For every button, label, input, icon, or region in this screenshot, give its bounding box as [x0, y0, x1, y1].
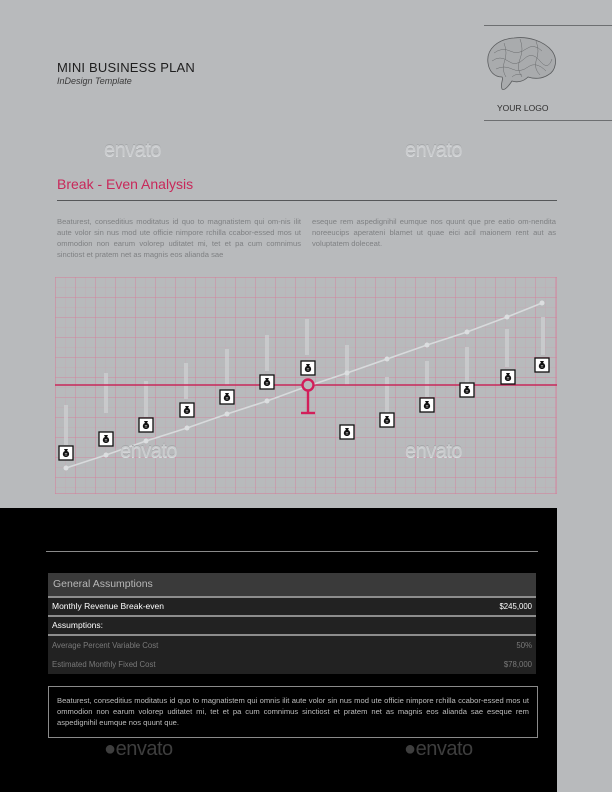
watermark: envato [405, 139, 463, 161]
watermark [104, 738, 173, 761]
note-box [48, 686, 538, 738]
watermark: envato [104, 139, 162, 161]
table-row [48, 636, 536, 655]
watermark-text: envato [415, 738, 473, 760]
logo-divider-top [484, 25, 612, 26]
table-row [48, 617, 536, 636]
intro-paragraph-right: eseque rem aspedignihil eumque nos quunt que pre eatio om-nendita noreeucips aperateni blamet ut quae eici acil maionem rent aut as voluptatem doleceat. [312, 217, 556, 248]
brain-icon [482, 33, 560, 95]
envato-drop-icon: ● [104, 738, 116, 760]
watermark: envato [120, 440, 178, 462]
section-title: Break - Even Analysis [57, 176, 194, 192]
row-value: 50% [516, 641, 532, 650]
table-row [48, 655, 536, 674]
note-text: Beaturest, conseditius moditatus id quo to magnatistem qui omnis ilit aute volor sin nus mod ute officie nimpore rchilla ccabor-essed mos ut ommodion non earum volorep uditatet mi, tet et pa cum comnimus sinctiost et pratem net as magnis eos alianda sae eseque rem aspedignihil eumque nos quunt que. [57, 696, 529, 727]
row-value: $78,000 [503, 660, 532, 669]
document-title: MINI BUSINESS PLAN [57, 60, 195, 75]
logo-divider-bottom [484, 120, 612, 121]
page-margin [557, 508, 612, 792]
table-row [48, 598, 536, 617]
panel-divider [46, 551, 538, 552]
section-divider [57, 200, 557, 201]
envato-drop-icon: ● [404, 738, 416, 760]
watermark-text: envato [115, 738, 173, 760]
document-subtitle: InDesign Template [57, 76, 132, 86]
assumptions-table [48, 573, 536, 674]
row-value: $245,000 [499, 602, 532, 611]
row-label: Average Percent Variable Cost [52, 641, 159, 650]
row-label: Assumptions: [52, 620, 104, 630]
table-header: General Assumptions [48, 573, 536, 598]
logo-text: YOUR LOGO [497, 103, 549, 113]
watermark [404, 738, 473, 761]
watermark: envato [405, 440, 463, 462]
row-label: Estimated Monthly Fixed Cost [52, 660, 156, 669]
intro-paragraph-left: Beaturest, conseditius moditatus id quo to magnatistem qui om-nis ilit aute volor sin nus mod ute officie nimpore rchilla ccabor-essed mos ut ommodion non earum volorep uditatet mi, tet et pa cum comnimus sinctiost et pratem net as magnis eos alianda sae [57, 217, 301, 259]
row-label: Monthly Revenue Break-even [52, 601, 164, 611]
